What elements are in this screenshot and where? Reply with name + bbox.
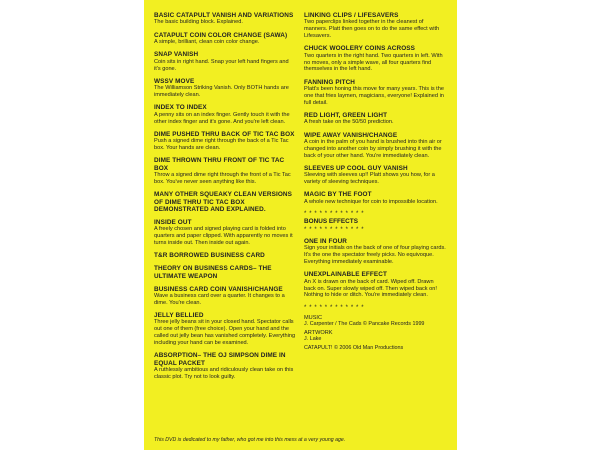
list-item [154,252,296,259]
list-item [154,131,296,152]
effect-title: FANNING PITCH [304,78,356,86]
effect-description: The Williamson Striking Vanish. Only BOTH hands are immediately clean. [154,85,289,99]
effect-description: A coin in the palm of you hand is brushed into thin air or changed into another coin by simply brushing it with the back of your other hand. You're immediately clean. [304,139,442,159]
copyright-notice: CATAPULT! © 2006 Old Man Productions [304,344,404,351]
list-item [154,265,296,280]
list-item [304,191,446,205]
list-item [304,45,446,73]
list-item [154,32,296,46]
effect-title: SNAP VANISH [154,51,199,59]
list-item [304,112,446,126]
effect-description: Three jelly beans sit in your closed hand. Spectator calls out one of them (free choice). Open your hand and the called out jelly bean has vanished completely. Everything including your hand can be examined. [154,319,296,346]
effect-description: Wave a business card over a quarter. It changes to a dime. You're clean. [154,292,285,306]
star-divider: * * * * * * * * * * * * [304,211,365,218]
dvd-back-cover-sheet [144,0,457,450]
effect-description: Sleeving with sleeves up!! Platt shows you how, for a variety of sleeving techniques. [304,172,435,186]
music-credit: J. Carpenter / The Cads © Pancake Records 1999 [304,321,425,328]
list-item [154,352,296,380]
list-item [304,271,446,299]
effect-title: WSSV MOVE [154,77,195,85]
effect-title: SLEEVES UP COOL GUY VANISH [304,164,408,172]
list-item [154,191,296,213]
star-divider: * * * * * * * * * * * * [304,304,365,311]
list-item [304,132,446,160]
effect-description: A simple, brilliant, clean coin color change. [154,39,260,46]
list-item [154,78,296,99]
list-item [154,51,296,72]
effect-title: MANY OTHER SQUEAKY CLEAN VERSIONS OF DIME THRU TIC TAC BOX DEMONSTRATED AND EXPLAINED. [154,191,292,214]
effect-description: A freely chosen and signed playing card is folded into quarters and paper clipped. With apparently no moves it turns inside out. Then inside out again. [154,226,293,247]
effect-title: BUSINESS CARD COIN VANISH/CHANGE [154,285,283,293]
effect-description: A ruthlessly ambitious and ridiculously clean take on this classic plot. Try not to look guilty. [154,366,294,380]
effect-description: A fresh take on the 50/50 prediction. [304,119,394,126]
list-item [154,312,296,347]
effect-description: An X is drawn on the back of card. Wiped off. Drawn back on. Super slowly wiped off. Then wiped back on! Nothing to hide or ditch. You're immediately clean. [304,278,437,299]
effect-description: Two paperclips linked together in the cleanest of manners. Platt then goes on to do the same effect with Lifesavers. [304,19,440,39]
music-label: MUSIC [304,314,323,321]
artwork-label: ARTWORK [304,329,333,336]
effect-title: MAGIC BY THE FOOT [304,191,372,199]
effect-title: DIME PUSHED THRU BACK OF TIC TAC BOX [154,130,295,138]
effect-title: UNEXPLAINABLE EFFECT [304,271,387,279]
effect-description: Two quarters in the right hand. Two quarters in left. With no moves, only a simple wave, all four quarters find themselves in the left hand. [304,52,443,73]
effect-title: INDEX TO INDEX [154,104,207,112]
effect-title: CHUCK WOOLERY COINS ACROSS [304,45,416,53]
effect-title: JELLY BELLIED [154,312,204,320]
effect-title: RED LIGHT, GREEN LIGHT [304,111,388,119]
effect-description: Throw a signed dime right through the front of a Tic Tac box. You've never seen anything like this. [154,172,291,186]
effect-description: Coin sits in right hand. Snap your left hand fingers and it's gone. [154,58,289,72]
star-divider: * * * * * * * * * * * * [304,226,365,233]
effect-description: A penny sits on an index finger. Gently touch it with the other index finger and it's gone. And you're left clean. [154,111,290,125]
artwork-credit: J. Lake [304,336,322,343]
dedication-note: This DVD is dedicated to my father, who got me into this mess at a very young age. [154,437,346,443]
list-item [304,12,446,40]
effect-title: THEORY ON BUSINESS CARDS– THE ULTIMATE WEAPON [154,265,272,280]
effect-description: Platt's been honing this move for many years. This is the one that fries laymen, magicians, everyone! Explained in full detail. [304,86,444,106]
effect-description: Sign your initials on the back of one of four playing cards. It's the one the spectator freely picks. No equivoque. Everything immediately examinable. [304,245,446,265]
effect-description: The basic building block. Explained. [154,19,243,26]
effect-description: A whole new technique for coin to impossible location. [304,198,438,205]
list-item [154,104,296,125]
effect-title: T&R BORROWED BUSINESS CARD [154,252,265,260]
effect-title: INSIDE OUT [154,219,192,227]
effect-description: Push a signed dime right through the back of a Tic Tac box. Your hands are clean. [154,138,289,152]
credits-block [304,315,446,352]
right-column [304,12,446,352]
effect-title: WIPE AWAY VANISH/CHANGE [304,131,398,139]
list-item [154,12,296,26]
bonus-effects-heading: BONUS EFFECTS [304,218,358,226]
effect-title: LINKING CLIPS / LIFESAVERS [304,12,399,19]
effect-title: ONE IN FOUR [304,238,347,245]
list-item [154,219,296,247]
list-item [154,157,296,185]
effect-title: CATAPULT COIN COLOR CHANGE (SAWA) [154,31,288,39]
effect-title: DIME THROWN THRU FRONT OF TIC TAC BOX [154,157,285,172]
list-item [154,286,296,307]
list-item [304,238,446,266]
list-item [304,165,446,186]
left-column [154,12,296,386]
bonus-section [304,211,446,232]
list-item [304,79,446,107]
effect-title: ABSORPTION– THE OJ SIMPSON DIME IN EQUAL PACKET [154,352,286,367]
effect-title: BASIC CATAPULT VANISH AND VARIATIONS [154,12,294,19]
